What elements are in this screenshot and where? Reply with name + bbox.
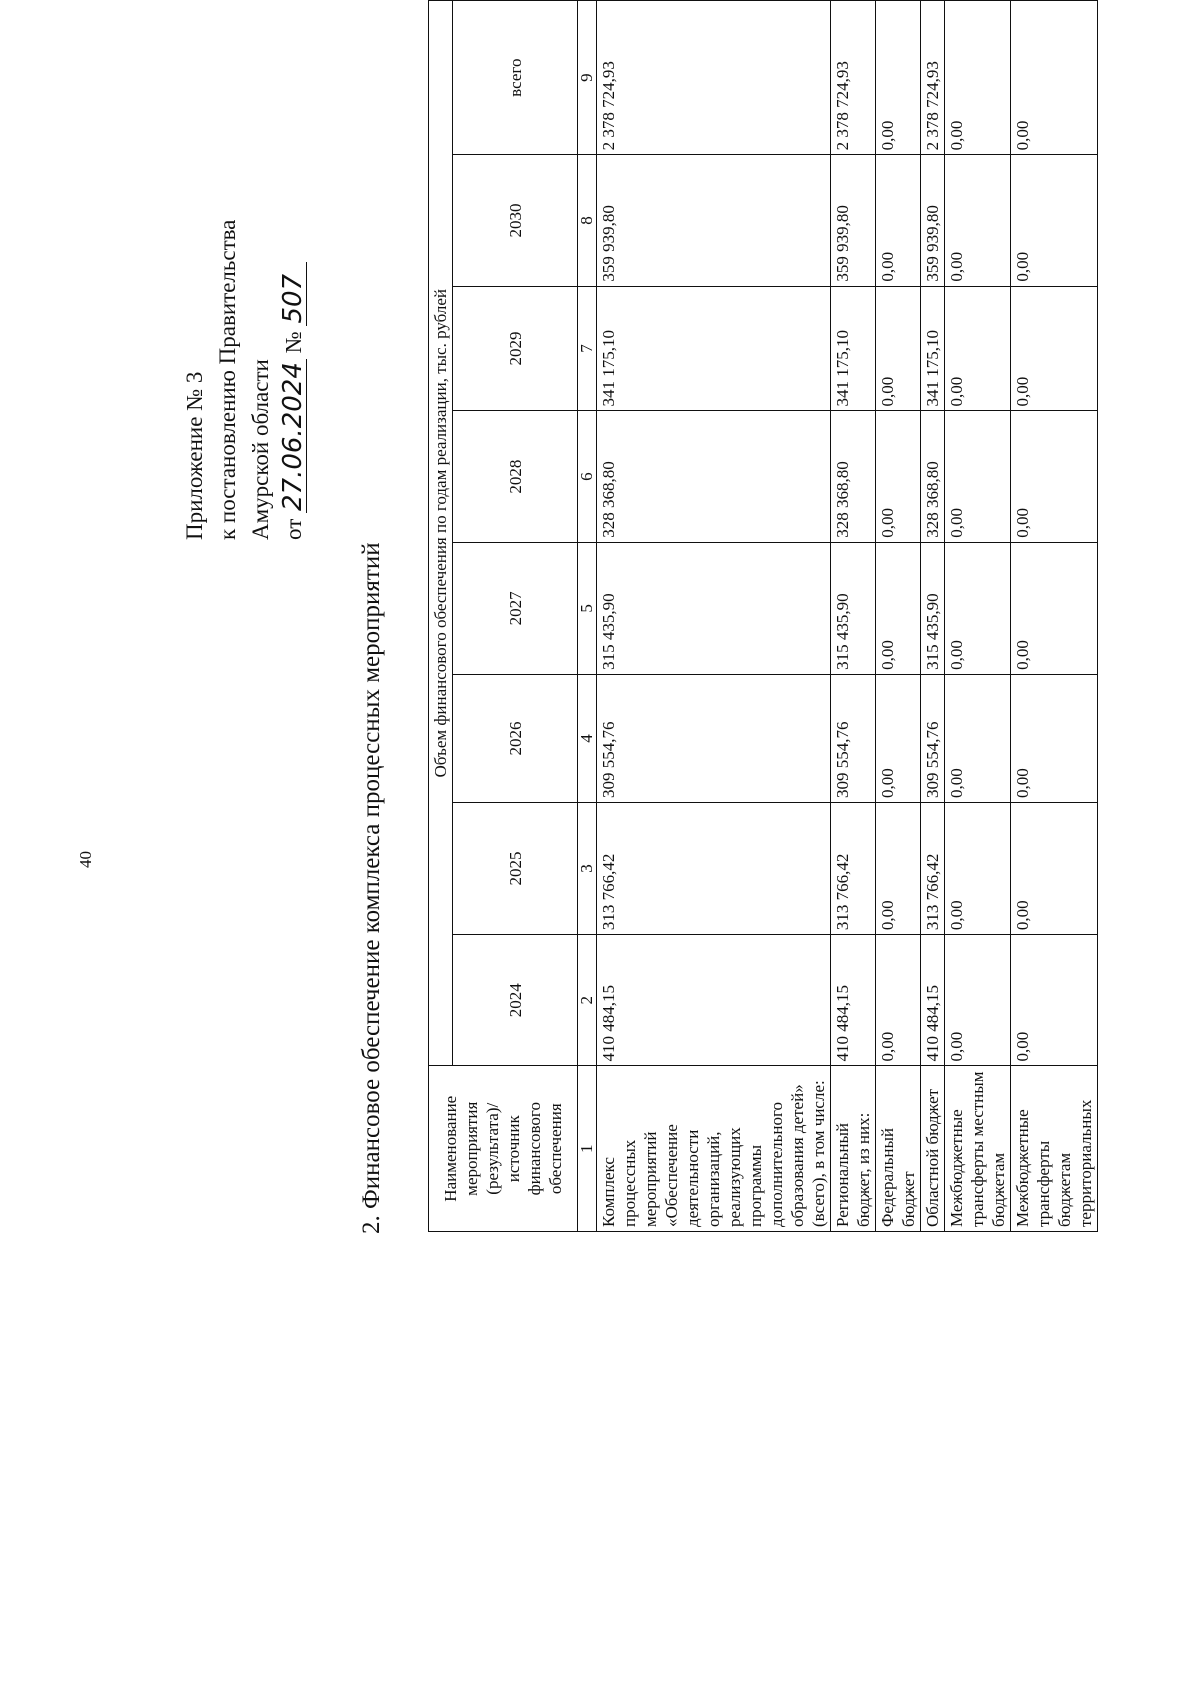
cell-value: 359 939,80 <box>597 155 831 286</box>
cell-value: 0,00 <box>945 802 1011 934</box>
row-name: Комплекс процессных мероприятий «Обеспечение деятельности организаций, реализующих программы дополнительного образования детей» (всего), в том числе: <box>597 1066 831 1232</box>
cell-value: 2 378 724,93 <box>597 1 831 155</box>
cell-value: 0,00 <box>1011 802 1098 934</box>
cell-value: 341 175,10 <box>597 286 831 411</box>
number-label: № <box>281 331 306 354</box>
header-total: всего <box>453 1 578 155</box>
column-number: 2 <box>578 935 597 1066</box>
appendix-line-3: Амурской области <box>248 359 273 540</box>
cell-value: 0,00 <box>945 411 1011 542</box>
header-year-2025: 2025 <box>453 802 578 934</box>
cell-value: 0,00 <box>1011 674 1098 802</box>
header-year-2028: 2028 <box>453 411 578 542</box>
cell-value: 0,00 <box>876 411 921 542</box>
cell-value: 0,00 <box>876 542 921 674</box>
cell-value: 0,00 <box>1011 935 1098 1066</box>
column-number: 6 <box>578 411 597 542</box>
row-name: Региональный бюджет, из них: <box>831 1066 876 1232</box>
cell-value: 2 378 724,93 <box>831 1 876 155</box>
cell-value: 328 368,80 <box>831 411 876 542</box>
cell-value: 0,00 <box>1011 286 1098 411</box>
cell-value: 0,00 <box>876 286 921 411</box>
cell-value: 0,00 <box>945 935 1011 1066</box>
cell-value: 0,00 <box>876 155 921 286</box>
cell-value: 309 554,76 <box>597 674 831 802</box>
cell-value: 0,00 <box>945 542 1011 674</box>
page-number: 40 <box>76 851 95 868</box>
cell-value: 328 368,80 <box>597 411 831 542</box>
cell-value: 0,00 <box>945 1 1011 155</box>
cell-value: 359 939,80 <box>831 155 876 286</box>
table-row <box>921 1 945 1232</box>
cell-value: 313 766,42 <box>831 802 876 934</box>
handwritten-date: 27.06.2024 <box>280 359 307 513</box>
cell-value: 0,00 <box>876 935 921 1066</box>
cell-value: 359 939,80 <box>921 155 945 286</box>
section-title: 2. Финансовое обеспечение комплекса процессных мероприятий <box>358 542 385 1234</box>
cell-value: 341 175,10 <box>921 286 945 411</box>
cell-value: 0,00 <box>1011 155 1098 286</box>
cell-value: 315 435,90 <box>921 542 945 674</box>
cell-value: 410 484,15 <box>831 935 876 1066</box>
appendix-block <box>178 220 310 540</box>
cell-value: 313 766,42 <box>921 802 945 934</box>
header-year-2029: 2029 <box>453 286 578 411</box>
financing-table <box>428 0 1098 1232</box>
header-year-2024: 2024 <box>453 935 578 1066</box>
cell-value: 309 554,76 <box>921 674 945 802</box>
cell-value: 328 368,80 <box>921 411 945 542</box>
column-number: 3 <box>578 802 597 934</box>
column-number: 7 <box>578 286 597 411</box>
cell-value: 315 435,90 <box>831 542 876 674</box>
cell-value: 315 435,90 <box>597 542 831 674</box>
cell-value: 0,00 <box>1011 411 1098 542</box>
row-name: Межбюджетные трансферты местным бюджетам <box>945 1066 1011 1232</box>
cell-value: 2 378 724,93 <box>921 1 945 155</box>
cell-value: 0,00 <box>1011 1 1098 155</box>
appendix-date-line <box>277 220 310 540</box>
table-row <box>945 1 1011 1232</box>
date-prefix: от <box>281 518 306 540</box>
row-name: Областной бюджет <box>921 1066 945 1232</box>
table-row <box>597 1 831 1232</box>
header-group: Объем финансового обеспечения по годам реализации, тыс. рублей <box>429 1 453 1066</box>
table-row <box>831 1 876 1232</box>
cell-value: 0,00 <box>876 802 921 934</box>
row-name: Федеральный бюджет <box>876 1066 921 1232</box>
column-number: 5 <box>578 542 597 674</box>
cell-value: 0,00 <box>945 155 1011 286</box>
cell-value: 410 484,15 <box>597 935 831 1066</box>
table-row <box>1011 1 1098 1232</box>
appendix-line-1: Приложение № 3 <box>182 371 207 540</box>
header-name: Наименование мероприятия (результата)/источник финансового обеспечения <box>429 1066 578 1232</box>
cell-value: 0,00 <box>945 286 1011 411</box>
cell-value: 341 175,10 <box>831 286 876 411</box>
appendix-line-2: к постановлению Правительства <box>215 219 240 540</box>
header-year-2027: 2027 <box>453 542 578 674</box>
cell-value: 0,00 <box>876 674 921 802</box>
cell-value: 0,00 <box>945 674 1011 802</box>
cell-value: 410 484,15 <box>921 935 945 1066</box>
cell-value: 0,00 <box>1011 542 1098 674</box>
column-number: 8 <box>578 155 597 286</box>
cell-value: 313 766,42 <box>597 802 831 934</box>
header-year-2026: 2026 <box>453 674 578 802</box>
table-row <box>876 1 921 1232</box>
handwritten-number: 507 <box>280 262 307 326</box>
cell-value: 0,00 <box>876 1 921 155</box>
row-name: Межбюджетные трансферты бюджетам территориальных <box>1011 1066 1098 1232</box>
column-number: 1 <box>578 1066 597 1232</box>
column-number: 4 <box>578 674 597 802</box>
column-number: 9 <box>578 1 597 155</box>
cell-value: 309 554,76 <box>831 674 876 802</box>
header-year-2030: 2030 <box>453 155 578 286</box>
